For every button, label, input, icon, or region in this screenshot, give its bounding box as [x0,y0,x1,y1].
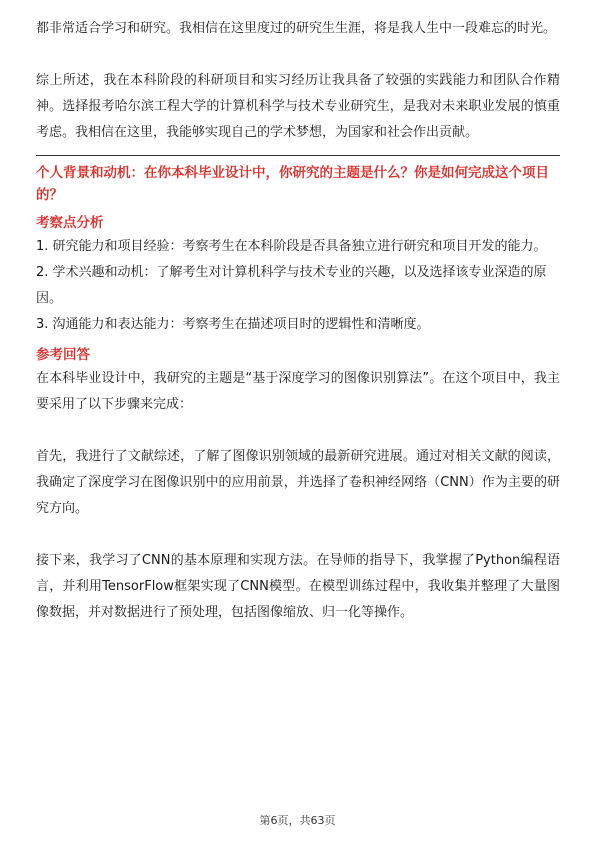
question-title: 个人背景和动机：在你本科毕业设计中，你研究的主题是什么？你是如何完成这个项目的？ [36,165,549,203]
section-divider [36,155,560,156]
answer-paragraph-1: 在本科毕业设计中，我研究的主题是“基于深度学习的图像识别算法”。在这个项目中，我主要采用了以下步骤来完成： [36,371,560,412]
analysis-item: 3. 沟通能力和表达能力：考察考生在描述项目时的逻辑性和清晰度。 [36,317,430,332]
spacer [36,42,560,68]
answer-heading: 参考回答 [36,347,90,363]
analysis-list [36,234,560,338]
answer-paragraph-2: 首先，我进行了文献综述，了解了图像识别领域的最新研究进展。通过对相关文献的阅读，我确定了深度学习在图像识别中的应用前景，并选择了卷积神经网络（CNN）作为主要的研究方向。 [36,449,560,516]
document-body [36,16,560,626]
page-number: 第6页，共63页 [259,814,336,827]
spacer [36,418,560,444]
intro-paragraph-1: 都非常适合学习和研究。我相信在这里度过的研究生生涯，将是我人生中一段难忘的时光。 [36,21,557,36]
analysis-item: 2. 学术兴趣和动机：了解考生对计算机科学与技术专业的兴趣，以及选择该专业深造的原因。 [36,265,547,306]
analysis-item: 1. 研究能力和项目经验：考察考生在本科阶段是否具备独立进行研究和项目开发的能力。 [36,239,547,254]
intro-paragraph-2: 综上所述，我在本科阶段的科研项目和实习经历让我具备了较强的实践能力和团队合作精神。选择报考哈尔滨工程大学的计算机科学与技术专业研究生，是我对未来职业发展的慎重考虑。我相信在这里，我能够实现自己的学术梦想，为国家和社会作出贡献。 [36,73,560,140]
spacer [36,522,560,548]
analysis-heading: 考察点分析 [36,215,104,231]
answer-paragraph-3: 接下来，我学习了CNN的基本原理和实现方法。在导师的指导下，我掌握了Python编程语言，并利用TensorFlow框架实现了CNN模型。在模型训练过程中，我收集并整理了大量图像数据，并对数据进行了预处理，包括图像缩放、归一化等操作。 [36,553,560,620]
